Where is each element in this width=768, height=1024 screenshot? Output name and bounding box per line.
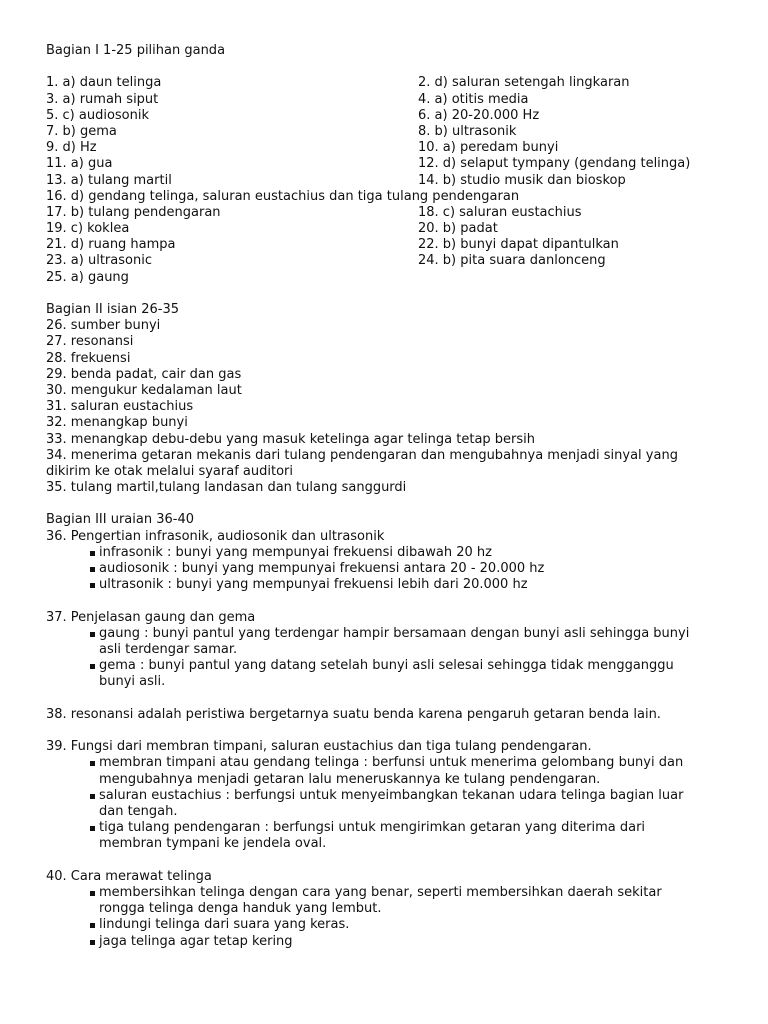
list-item: 35. tulang martil,tulang landasan dan tulang sanggurdi (46, 480, 407, 496)
answer-row (46, 270, 726, 286)
answer-row (46, 189, 726, 205)
bullet-item (46, 885, 709, 917)
question-37-title: 37. Penjelasan gaung dan gema (46, 609, 256, 625)
section-1-answers (46, 75, 726, 285)
answer-left: 7. b) gema (46, 123, 117, 139)
answer-row (46, 237, 726, 253)
answer-row (46, 108, 726, 124)
bullet-icon (90, 567, 95, 572)
bullet-text: gema : bunyi pantul yang datang setelah bunyi asli selesai sehingga tidak mengganggu bunyi asli. (99, 658, 674, 690)
answer-right: 18. c) saluran eustachius (418, 204, 582, 220)
list-item: 28. frekuensi (46, 350, 131, 366)
question-39-title: 39. Fungsi dari membran timpani, saluran eustachius dan tiga tulang pendengaran. (46, 739, 592, 755)
bullet-item (46, 561, 709, 577)
list-item: 33. menangkap debu-debu yang masuk ketelinga agar telinga tetap bersih (46, 431, 536, 447)
answer-row (46, 156, 726, 172)
list-item: 29. benda padat, cair dan gas (46, 366, 242, 382)
bullet-text: tiga tulang pendengaran : berfungsi untuk mengirimkan getaran yang diterima dari membran tympani ke jendela oval. (99, 820, 646, 852)
answer-right: 12. d) selaput tympany (gendang telinga) (418, 156, 691, 172)
bullet-icon (90, 632, 95, 637)
bullet-item (46, 658, 709, 690)
bullet-icon (90, 583, 95, 588)
answer-right: 14. b) studio musik dan bioskop (418, 172, 626, 188)
bullet-text: jaga telinga agar tetap kering (99, 933, 293, 949)
question-40-bullets (46, 885, 726, 950)
bullet-icon (90, 826, 95, 831)
bullet-item (46, 917, 709, 933)
bullet-item (46, 755, 709, 787)
question-36-title: 36. Pengertian infrasonik, audiosonik dan ultrasonik (46, 528, 385, 544)
answer-row (46, 173, 726, 189)
bullet-item (46, 545, 709, 561)
answer-right: 22. b) bunyi dapat dipantulkan (418, 237, 619, 253)
bullet-icon (90, 551, 95, 556)
answer-left: 19. c) koklea (46, 221, 130, 237)
section-2-heading: Bagian II isian 26-35 (46, 302, 179, 317)
answer-left: 9. d) Hz (46, 140, 97, 156)
bullet-item (46, 934, 709, 950)
bullet-icon (90, 664, 95, 669)
bullet-text: membersihkan telinga dengan cara yang benar, seperti membersihkan daerah sekitar rongga telinga denga handuk yang lembut. (99, 884, 662, 917)
list-item: 30. mengukur kedalaman laut (46, 382, 242, 398)
question-38-text: 38. resonansi adalah peristiwa bergetarnya suatu benda karena pengaruh getaran benda lain. (46, 706, 661, 722)
answer-row (46, 253, 726, 269)
bullet-text: audiosonik : bunyi yang mempunyai frekuensi antara 20 - 20.000 hz (99, 561, 545, 577)
list-item: 32. menangkap bunyi (46, 415, 188, 431)
bullet-icon (90, 923, 95, 928)
answer-row (46, 124, 726, 140)
bullet-icon (90, 761, 95, 766)
answer-right: 6. a) 20-20.000 Hz (418, 107, 540, 123)
bullet-text: saluran eustachius : berfungsi untuk menyeimbangkan tekanan udara telinga bagian luar dan tengah. (99, 787, 684, 819)
answer-row (46, 92, 726, 108)
answer-left: 5. c) audiosonik (46, 107, 150, 123)
answer-left: 25. a) gaung (46, 269, 129, 285)
question-40-title: 40. Cara merawat telinga (46, 868, 212, 884)
answer-row (46, 221, 726, 237)
answer-right: 20. b) padat (418, 221, 498, 237)
bullet-icon (90, 891, 95, 896)
section-1-heading: Bagian I 1-25 pilihan ganda (46, 43, 226, 58)
list-item: 34. menerima getaran mekanis dari tulang pendengaran dan mengubahnya menjadi sinyal yang dikirim ke otak melalui syaraf auditori (46, 447, 678, 479)
answer-right: 8. b) ultrasonik (418, 123, 517, 139)
answer-row (46, 75, 726, 91)
list-item: 31. saluran eustachius (46, 399, 194, 415)
section-3-heading: Bagian III uraian 36-40 (46, 512, 194, 528)
answer-left: 23. a) ultrasonic (46, 253, 152, 269)
bullet-item (46, 820, 709, 852)
answer-right: 2. d) saluran setengah lingkaran (418, 75, 630, 91)
question-39-bullets (46, 755, 726, 852)
bullet-item (46, 577, 709, 593)
answer-right: 24. b) pita suara danlonceng (418, 253, 606, 269)
bullet-text: infrasonik : bunyi yang mempunyai frekuensi dibawah 20 hz (99, 544, 492, 560)
list-item: 26. sumber bunyi (46, 318, 161, 334)
answer-left: 16. d) gendang telinga, saluran eustachius dan tiga tulang pendengaran (46, 188, 520, 204)
bullet-item (46, 788, 709, 820)
answer-left: 17. b) tulang pendengaran (46, 204, 221, 220)
bullet-icon (90, 940, 95, 945)
answer-left: 3. a) rumah siput (46, 91, 159, 107)
answer-row (46, 205, 726, 221)
bullet-text: lindungi telinga dari suara yang keras. (99, 917, 350, 933)
list-item: 27. resonansi (46, 334, 134, 350)
bullet-text: ultrasonik : bunyi yang mempunyai frekuensi lebih dari 20.000 hz (99, 577, 528, 593)
answer-left: 11. a) gua (46, 156, 113, 172)
answer-row (46, 140, 726, 156)
bullet-item (46, 626, 709, 658)
question-36-bullets (46, 545, 726, 594)
answer-right: 10. a) peredam bunyi (418, 140, 559, 156)
bullet-icon (90, 794, 95, 799)
document-page (46, 43, 726, 950)
bullet-text: membran timpani atau gendang telinga : berfunsi untuk menerima gelombang bunyi dan mengubahnya menjadi getaran lalu meneruskannya ke tulang pendengaran. (99, 755, 684, 787)
bullet-text: gaung : bunyi pantul yang terdengar hampir bersamaan dengan bunyi asli sehingga bunyi asli terdengar samar. (99, 625, 690, 658)
answer-left: 21. d) ruang hampa (46, 237, 176, 253)
question-37-bullets (46, 626, 726, 691)
answer-right: 4. a) otitis media (418, 91, 529, 107)
answer-left: 1. a) daun telinga (46, 75, 162, 91)
answer-left: 13. a) tulang martil (46, 172, 172, 188)
